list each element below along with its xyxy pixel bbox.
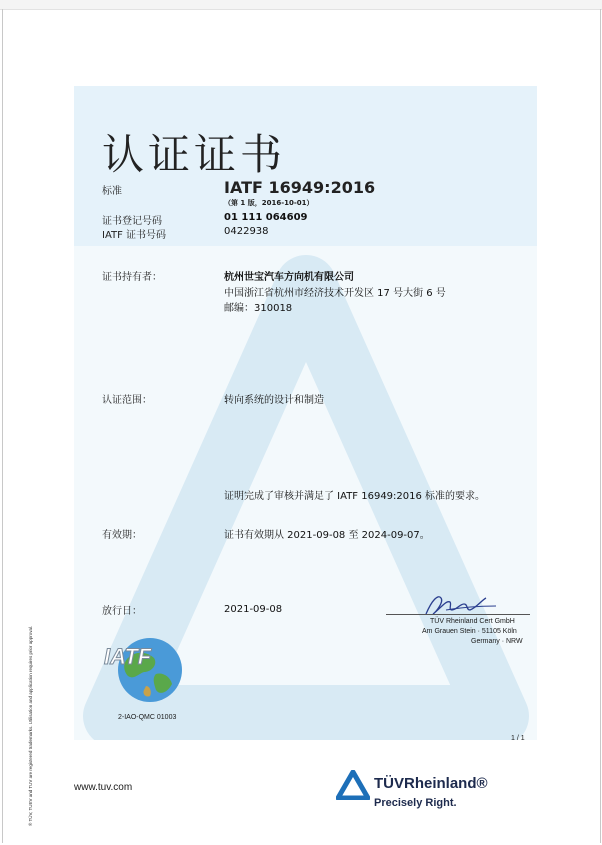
scope-value: 转向系统的设计和制造 [224,395,324,406]
legal-notice: ® TÜV, TUEV and TUV are registered trademarks. Utilisation and application requires prior approval. [28,625,33,826]
signature [386,590,536,620]
issuer-country: Germany · NRW [471,638,523,645]
issuer-name: TÜV Rheinland Cert GmbH [430,618,515,625]
holder-address: 中国浙江省杭州市经济技术开发区 17 号大街 6 号 [224,288,446,299]
logo-code: 2-IAO-QMC 01003 [118,714,177,721]
page-indicator: 1 / 1 [511,735,525,742]
brand-name: TÜVRheinland® [374,775,488,792]
iatf-logo-text: IATF [104,644,152,669]
holder-name: 杭州世宝汽车方向机有限公司 [224,272,354,283]
standard-edition: （第 1 版，2016-10-01） [224,199,314,207]
validity-value: 证书有效期从 2021-09-08 至 2024-09-07。 [224,530,430,541]
issue-date: 2021-09-08 [224,604,283,615]
holder-label: 证书持有者： [102,272,162,283]
validity-label: 有效期： [102,530,142,541]
scope-label: 认证范围： [102,395,152,406]
issuer-address: Am Grauen Stein · 51105 Köln [422,628,517,635]
standard-label: 标准 [102,186,122,197]
issue-date-label: 放行日： [102,606,142,617]
iatf-logo [98,628,190,706]
iatf-number: 0422938 [224,226,269,237]
website: www.tuv.com [74,782,133,793]
iatf-number-label: IATF 证书号码 [102,230,167,241]
standard-value: IATF 16949:2016 [224,178,376,197]
registration-number: 01 111 064609 [224,212,308,223]
holder-postcode: 邮编：310018 [224,303,293,314]
registration-number-label: 证书登记号码 [102,216,162,227]
certificate-title: 认证证书 [102,130,287,179]
brand-slogan: Precisely Right. [374,797,457,809]
signature-line [386,614,530,615]
certification-statement: 证明完成了审核并满足了 IATF 16949:2016 标准的要求。 [224,491,486,502]
tuv-logo-icon [336,770,370,800]
